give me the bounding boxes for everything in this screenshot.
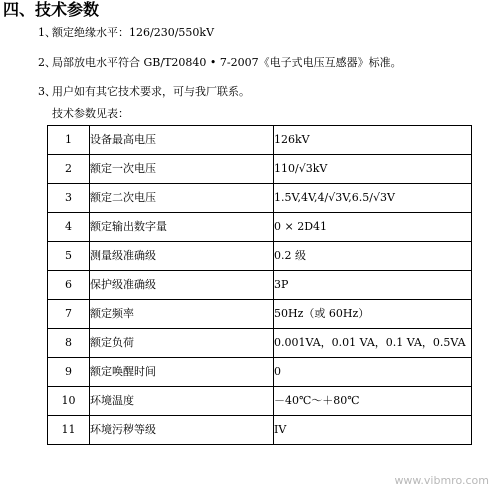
paragraph-text: 额定绝缘水平：126/230/550kV <box>52 26 215 39</box>
parameter-name: 额定负荷 <box>90 329 274 358</box>
parameter-name: 额定一次电压 <box>90 155 274 184</box>
paragraph-number: 2、 <box>38 56 56 69</box>
parameter-value: 110/√3kV <box>274 155 472 184</box>
table-row <box>48 416 472 445</box>
parameter-value: 1.5V,4V,4/√3V,6.5/√3V <box>274 184 472 213</box>
parameter-name: 额定输出数字量 <box>90 213 274 242</box>
table-row <box>48 126 472 155</box>
parameter-name: 环境污秽等级 <box>90 416 274 445</box>
paragraph-contact <box>38 84 250 100</box>
paragraph-insulation-level <box>38 25 214 41</box>
parameter-value: 3P <box>274 271 472 300</box>
parameter-name: 测量级准确级 <box>90 242 274 271</box>
table-row <box>48 155 472 184</box>
table-row <box>48 213 472 242</box>
row-index: 2 <box>48 155 90 184</box>
row-index: 6 <box>48 271 90 300</box>
parameter-value: 0.2 级 <box>274 242 472 271</box>
table-row <box>48 184 472 213</box>
parameter-value: 0.001VA，0.01 VA，0.1 VA，0.5VA <box>274 329 472 358</box>
parameter-value: 0 × 2D41 <box>274 213 472 242</box>
row-index: 11 <box>48 416 90 445</box>
parameter-name: 额定频率 <box>90 300 274 329</box>
parameter-value: 0 <box>274 358 472 387</box>
table-row <box>48 387 472 416</box>
parameter-value: 126kV <box>274 126 472 155</box>
row-index: 8 <box>48 329 90 358</box>
parameter-value: －40℃～＋80℃ <box>274 387 472 416</box>
parameter-name: 设备最高电压 <box>90 126 274 155</box>
parameter-value: 50Hz（或 60Hz） <box>274 300 472 329</box>
table-caption: 技术参数见表： <box>52 107 129 120</box>
paragraph-number: 1、 <box>38 26 56 39</box>
parameter-name: 保护级准确级 <box>90 271 274 300</box>
table-row <box>48 242 472 271</box>
paragraph-partial-discharge <box>38 55 402 71</box>
row-index: 3 <box>48 184 90 213</box>
row-index: 10 <box>48 387 90 416</box>
row-index: 4 <box>48 213 90 242</box>
table-row <box>48 329 472 358</box>
row-index: 7 <box>48 300 90 329</box>
paragraph-text: 局部放电水平符合 GB/T20840 • 7-2007《电子式电压互感器》标准。 <box>52 56 402 69</box>
section-title: 四、技术参数 <box>3 0 100 19</box>
paragraph-number: 3、 <box>38 85 56 98</box>
parameter-name: 额定唤醒时间 <box>90 358 274 387</box>
watermark: www.vibmro.com <box>394 474 489 487</box>
row-index: 5 <box>48 242 90 271</box>
parameter-value: IV <box>274 416 472 445</box>
row-index: 1 <box>48 126 90 155</box>
technical-parameters-table <box>47 125 472 445</box>
paragraph-text: 用户如有其它技术要求，可与我厂联系。 <box>52 85 250 98</box>
row-index: 9 <box>48 358 90 387</box>
parameter-name: 额定二次电压 <box>90 184 274 213</box>
table-row <box>48 358 472 387</box>
table-row <box>48 300 472 329</box>
table-row <box>48 271 472 300</box>
parameter-name: 环境温度 <box>90 387 274 416</box>
